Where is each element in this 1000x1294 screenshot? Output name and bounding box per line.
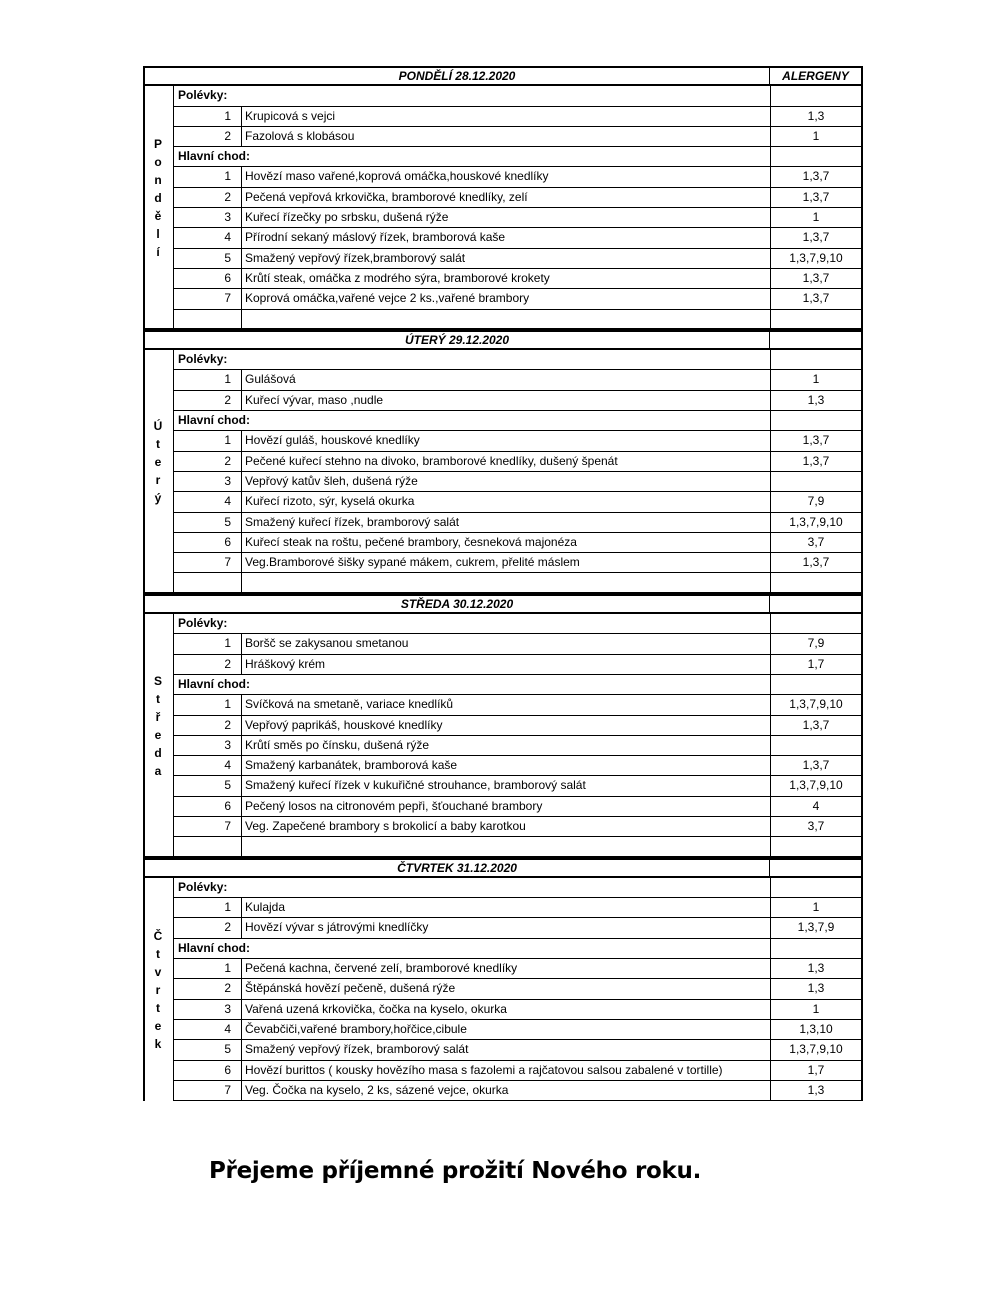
menu-item-row (143, 391, 863, 411)
item-number: 7 (173, 1081, 242, 1101)
item-number: 7 (173, 289, 242, 309)
item-name: Krupicová s vejci (242, 107, 770, 127)
day-letter: Ú (153, 418, 163, 433)
item-allergens: 4 (770, 797, 863, 817)
item-allergens: 1,3,7,9,10 (770, 513, 863, 533)
item-number: 2 (173, 655, 242, 675)
item-allergens: 7,9 (770, 634, 863, 654)
item-number: 6 (173, 533, 242, 553)
menu-item-row (143, 370, 863, 390)
item-name: Vařená uzená krkovička, čočka na kyselo, okurka (242, 1000, 770, 1020)
item-allergens: 1,3 (770, 107, 863, 127)
menu-item-row (143, 553, 863, 573)
day-letter: r (155, 982, 161, 997)
day-letter: S (153, 673, 162, 688)
item-allergens: 1,7 (770, 655, 863, 675)
category-label: Polévky: (173, 86, 770, 106)
item-number: 2 (173, 452, 242, 472)
menu-item-row (143, 289, 863, 309)
item-number: 1 (173, 695, 242, 715)
item-name: Koprová omáčka,vařené vejce 2 ks.,vařené brambory (242, 289, 770, 309)
category-row (143, 614, 863, 634)
item-number: 2 (173, 188, 242, 208)
item-allergens: 1 (770, 208, 863, 228)
menu-item-row (143, 167, 863, 187)
item-name: Veg. Zapečené brambory s brokolicí a baby karotkou (242, 817, 770, 837)
item-number: 5 (173, 776, 242, 796)
item-number: 3 (173, 472, 242, 492)
menu-item-row (143, 228, 863, 248)
allergens-header: ALERGENY (770, 66, 863, 86)
item-name: Pečený losos na citronovém pepři, šťouchané brambory (242, 797, 770, 817)
item-name: Smažený kuřecí řízek v kukuřičné strouhance, bramborový salát (242, 776, 770, 796)
item-number: 5 (173, 513, 242, 533)
item-number: 4 (173, 1020, 242, 1040)
day-letter: k (154, 1036, 162, 1051)
item-allergens (770, 736, 863, 756)
day-letter: e (154, 727, 162, 742)
item-allergens: 1,3,7 (770, 269, 863, 289)
menu-item-row (143, 1000, 863, 1020)
day-letter: t (156, 436, 160, 451)
item-name: Štěpánská hovězí pečeně, dušená rýže (242, 979, 770, 999)
menu-item-row (143, 127, 863, 147)
menu-item-row (143, 513, 863, 533)
item-number: 4 (173, 228, 242, 248)
item-name: Krůtí směs po čínsku, dušená rýže (242, 736, 770, 756)
item-allergens: 3,7 (770, 533, 863, 553)
item-number: 5 (173, 1040, 242, 1060)
item-number: 2 (173, 127, 242, 147)
day-body (143, 878, 863, 1101)
item-name: Přírodní sekaný máslový řízek, bramborová kaše (242, 228, 770, 248)
menu-table (143, 66, 863, 1101)
item-allergens: 1,3,10 (770, 1020, 863, 1040)
menu-item-row (143, 107, 863, 127)
day-title: ÚTERÝ 29.12.2020 (143, 330, 770, 350)
item-allergens: 1,3 (770, 1081, 863, 1101)
menu-item-row (143, 1061, 863, 1081)
spacer-row (143, 310, 863, 330)
item-number: 7 (173, 553, 242, 573)
allergens-header (770, 594, 863, 614)
day-block (143, 330, 863, 594)
item-allergens: 1,3,7 (770, 716, 863, 736)
item-name: Hovězí maso vařené,koprová omáčka,houskové knedlíky (242, 167, 770, 187)
menu-item-row (143, 695, 863, 715)
day-letters (143, 672, 173, 780)
category-row (143, 411, 863, 431)
day-block (143, 858, 863, 1102)
item-name: Smažený vepřový řízek,bramborový salát (242, 249, 770, 269)
item-number: 4 (173, 756, 242, 776)
item-allergens: 1,3,7 (770, 167, 863, 187)
menu-item-row (143, 817, 863, 837)
day-body (143, 350, 863, 594)
item-name: Svíčková na smetaně, variace knedlíků (242, 695, 770, 715)
item-number: 2 (173, 918, 242, 938)
item-name: Pečená kachna, červené zelí, bramborové knedlíky (242, 959, 770, 979)
item-allergens: 1,3,7 (770, 756, 863, 776)
day-title: STŘEDA 30.12.2020 (143, 594, 770, 614)
item-name: Kuřecí rizoto, sýr, kyselá okurka (242, 492, 770, 512)
item-number: 1 (173, 107, 242, 127)
item-name: Hovězí vývar s játrovými knedlíčky (242, 918, 770, 938)
menu-item-row (143, 452, 863, 472)
day-letter: o (154, 154, 162, 169)
item-name: Hovězí burittos ( kousky hovězího masa s fazolemi a rajčatovou salsou zabalené v tortille) (242, 1061, 770, 1081)
item-allergens: 1,3,7,9,10 (770, 776, 863, 796)
item-number: 2 (173, 716, 242, 736)
footer-greeting: Přejeme příjemné prožití Nového roku. (209, 1158, 702, 1184)
menu-item-row (143, 655, 863, 675)
item-name: Hráškový krém (242, 655, 770, 675)
menu-item-row (143, 634, 863, 654)
day-title: ČTVRTEK 31.12.2020 (143, 858, 770, 878)
item-allergens: 1,3,7 (770, 289, 863, 309)
item-allergens: 1,3,7,9,10 (770, 249, 863, 269)
item-allergens: 1 (770, 127, 863, 147)
day-letter: t (156, 946, 160, 961)
item-number: 1 (173, 634, 242, 654)
item-allergens: 3,7 (770, 817, 863, 837)
item-name: Kuřecí řízečky po srbsku, dušená rýže (242, 208, 770, 228)
item-name: Veg.Bramborové šišky sypané mákem, cukrem, přelité máslem (242, 553, 770, 573)
day-header-row (143, 330, 863, 350)
item-number: 3 (173, 736, 242, 756)
item-name: Pečená vepřová krkovička, bramborové knedlíky, zelí (242, 188, 770, 208)
menu-item-row (143, 533, 863, 553)
item-number: 5 (173, 249, 242, 269)
day-letter: r (155, 472, 161, 487)
category-row (143, 147, 863, 167)
item-name: Kuřecí steak na roštu, pečené brambory, česneková majonéza (242, 533, 770, 553)
day-letters (143, 417, 173, 507)
item-allergens: 1,3 (770, 959, 863, 979)
menu-item-row (143, 776, 863, 796)
item-number: 3 (173, 1000, 242, 1020)
day-letter: l (156, 226, 160, 241)
item-number: 6 (173, 797, 242, 817)
spacer-row (143, 837, 863, 857)
day-block (143, 66, 863, 330)
item-name: Čevabčiči,vařené brambory,hořčice,cibule (242, 1020, 770, 1040)
item-allergens: 1 (770, 370, 863, 390)
category-label: Hlavní chod: (173, 939, 770, 959)
allergens-header (770, 330, 863, 350)
day-body (143, 86, 863, 330)
day-letter: Č (153, 928, 163, 943)
item-name: Kuřecí vývar, maso ,nudle (242, 391, 770, 411)
category-label: Polévky: (173, 878, 770, 898)
item-name: Hovězí guláš, houskové knedlíky (242, 431, 770, 451)
item-number: 1 (173, 167, 242, 187)
item-number: 2 (173, 391, 242, 411)
item-allergens: 1,3,7 (770, 431, 863, 451)
category-row (143, 939, 863, 959)
day-letter: ě (154, 208, 162, 223)
item-name: Gulášová (242, 370, 770, 390)
category-row (143, 878, 863, 898)
item-name: Krůtí steak, omáčka z modrého sýra, bramborové krokety (242, 269, 770, 289)
menu-item-row (143, 918, 863, 938)
menu-item-row (143, 208, 863, 228)
menu-item-row (143, 797, 863, 817)
menu-item-row (143, 716, 863, 736)
menu-item-row (143, 249, 863, 269)
day-letter: ý (154, 490, 162, 505)
day-letter: ř (155, 709, 161, 724)
menu-item-row (143, 736, 863, 756)
day-block (143, 594, 863, 858)
day-header-row (143, 594, 863, 614)
item-allergens: 1,3,7,9,10 (770, 695, 863, 715)
day-letter: n (154, 172, 162, 187)
item-number: 7 (173, 817, 242, 837)
menu-item-row (143, 188, 863, 208)
item-name: Smažený kuřecí řízek, bramborový salát (242, 513, 770, 533)
allergens-header (770, 858, 863, 878)
item-allergens: 1,3,7 (770, 452, 863, 472)
item-number: 3 (173, 208, 242, 228)
item-allergens: 1,3,7 (770, 553, 863, 573)
item-allergens: 1,3 (770, 979, 863, 999)
category-label: Hlavní chod: (173, 147, 770, 167)
day-letters (143, 927, 173, 1053)
day-letter: t (156, 1000, 160, 1015)
item-name: Smažený vepřový řízek, bramborový salát (242, 1040, 770, 1060)
item-allergens: 1 (770, 898, 863, 918)
menu-item-row (143, 1040, 863, 1060)
day-header-row (143, 858, 863, 878)
day-letter: t (156, 691, 160, 706)
item-name: Boršč se zakysanou smetanou (242, 634, 770, 654)
day-letter: a (154, 763, 162, 778)
menu-item-row (143, 756, 863, 776)
item-allergens: 1,3,7 (770, 228, 863, 248)
menu-item-row (143, 269, 863, 289)
item-number: 6 (173, 269, 242, 289)
item-number: 1 (173, 898, 242, 918)
item-allergens: 1,3,7,9 (770, 918, 863, 938)
menu-item-row (143, 898, 863, 918)
item-allergens: 1,7 (770, 1061, 863, 1081)
item-name: Vepřový katův šleh, dušená rýže (242, 472, 770, 492)
item-name: Vepřový paprikáš, houskové knedlíky (242, 716, 770, 736)
item-allergens: 1,3,7 (770, 188, 863, 208)
item-name: Pečené kuřecí stehno na divoko, bramborové knedlíky, dušený špenát (242, 452, 770, 472)
item-name: Kulajda (242, 898, 770, 918)
item-allergens: 7,9 (770, 492, 863, 512)
item-allergens: 1,3,7,9,10 (770, 1040, 863, 1060)
menu-item-row (143, 1081, 863, 1101)
item-number: 1 (173, 431, 242, 451)
menu-item-row (143, 979, 863, 999)
day-letter: d (154, 190, 162, 205)
menu-item-row (143, 492, 863, 512)
item-number: 4 (173, 492, 242, 512)
day-title: PONDĚLÍ 28.12.2020 (143, 66, 770, 86)
spacer-row (143, 573, 863, 593)
day-letters (143, 135, 173, 261)
day-body (143, 614, 863, 858)
menu-item-row (143, 959, 863, 979)
day-letter: í (156, 244, 160, 259)
category-label: Hlavní chod: (173, 411, 770, 431)
category-row (143, 675, 863, 695)
item-allergens (770, 472, 863, 492)
item-number: 2 (173, 979, 242, 999)
item-allergens: 1,3 (770, 391, 863, 411)
day-letter: v (154, 964, 162, 979)
day-letter: e (154, 1018, 162, 1033)
menu-item-row (143, 1020, 863, 1040)
category-row (143, 350, 863, 370)
category-label: Polévky: (173, 614, 770, 634)
item-name: Smažený karbanátek, bramborová kaše (242, 756, 770, 776)
menu-item-row (143, 472, 863, 492)
category-label: Hlavní chod: (173, 675, 770, 695)
item-name: Fazolová s klobásou (242, 127, 770, 147)
item-number: 1 (173, 370, 242, 390)
menu-item-row (143, 431, 863, 451)
item-allergens: 1 (770, 1000, 863, 1020)
day-letter: e (154, 454, 162, 469)
item-name: Veg. Čočka na kyselo, 2 ks, sázené vejce, okurka (242, 1081, 770, 1101)
item-number: 1 (173, 959, 242, 979)
item-number: 6 (173, 1061, 242, 1081)
day-header-row (143, 66, 863, 86)
category-label: Polévky: (173, 350, 770, 370)
day-letter: P (153, 136, 162, 151)
day-letter: d (154, 745, 162, 760)
category-row (143, 86, 863, 106)
